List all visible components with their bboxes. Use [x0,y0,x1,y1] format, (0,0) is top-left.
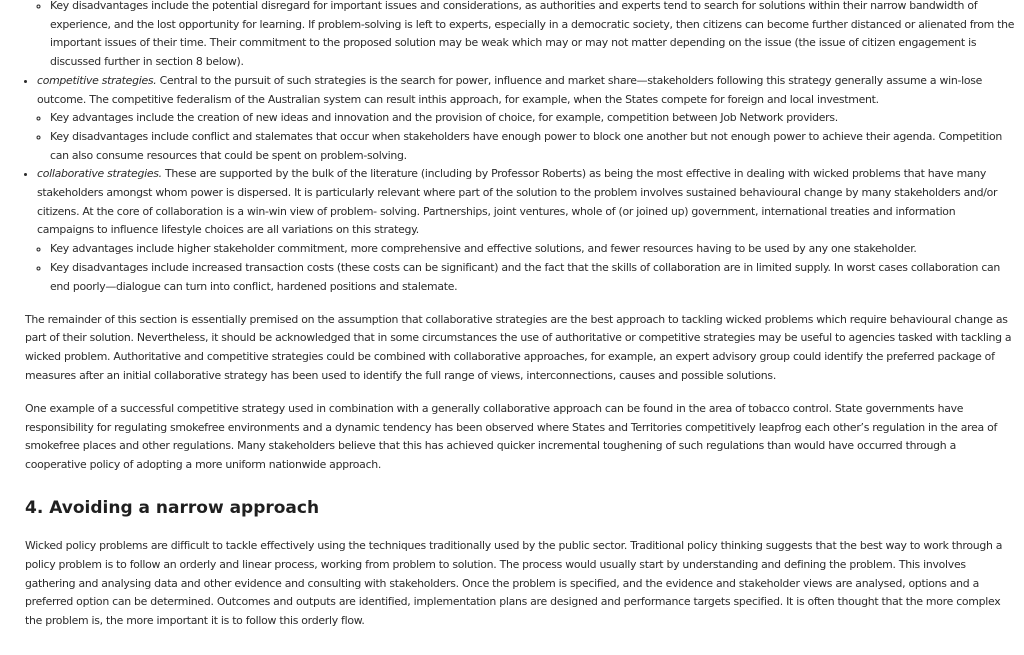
list-item-collaborative [37,165,1015,296]
competitive-strategies-term: competitive strategies. [37,73,157,87]
paragraph: Wicked policy problems are difficult to tackle effectively using the techniques traditionally used by the public sector. Traditional policy thinking suggests that the best way to work through a policy problem is to follow an orderly and linear process, working from problem to solution. The process would usually start by understanding and defining the problem. This involves gathering and analysing data and other evidence and consulting with stakeholders. Once the problem is specified, and the evidence and stakeholder views are analysed, options and a preferred option can be determined. Outcomes and outputs are identified, implementation plans are designed and performance targets specified. It is often thought that the more complex the problem is, the more important it is to follow this orderly flow. [25,539,1003,628]
strategy-list [25,0,1015,296]
collaborative-strategies-text: These are supported by the bulk of the literature (including by Professor Roberts) as being the most effective in dealing with wicked problems that have many stakeholders amongst whom power is dispersed. It is particularly relevant where part of the solution to the problem involves sustained behavioural change by many stakeholders and/or citizens. At the core of collaboration is a win-win view of problem- solving. Partnerships, joint ventures, whole of (or joined up) government, international treaties and information campaigns to influence lifestyle choices are all variations on this strategy. [37,167,998,237]
paragraph: One example of a successful competitive strategy used in combination with a generally collaborative approach can be found in the area of tobacco control. State governments have responsibility for regulating smokefree environments and a dynamic tendency has been observed where States and Territories competitively leapfrog each other’s regulation in the area of smokefree places and other regulations. Many stakeholders believe that this has achieved quicker incremental toughening of such regulations than would have occurred through a cooperative policy of adopting a more uniform nationwide approach. [25,402,998,472]
list-item-collaborative-disadvantages: ◦ Key disadvantages include increased transaction costs (these costs can be significant) and the fact that the skills of collaboration are in limited supply. In worst cases collaboration can end poorly—dialogue can turn into conflict, hardened positions and stalemate. [50,259,1015,296]
list-item-competitive-disadvantages: ◦ Key disadvantages include conflict and stalemates that occur when stakeholders have enough power to block one another but not enough power to achieve their agenda. Competition can also consume resources that could be spent on problem-solving. [50,128,1015,165]
paragraph: The remainder of this section is essentially premised on the assumption that collaborative strategies are the best approach to tackling wicked problems which require behavioural change as part of their solution. Nevertheless, it should be acknowledged that in some circumstances the use of authoritative or competitive strategies may be useful to agencies tasked with tackling a wicked problem. Authoritative and competitive strategies could be combined with collaborative approaches, for example, an expert advisory group could identify the preferred package of measures after an initial collaborative strategy has been used to identify the full range of views, interconnections, causes and possible solutions. [25,312,1012,382]
article-body [25,0,1015,631]
sub-list [37,240,1015,296]
list-item-collaborative-advantages: ◦ Key advantages include higher stakeholder commitment, more comprehensive and effective solutions, and fewer resources having to be used by any one stakeholder. [50,240,1015,259]
list-item-competitive-advantages: ◦ Key advantages include the creation of new ideas and innovation and the provision of choice, for example, competition between Job Network providers. [50,109,1015,128]
section-heading: 4. Avoiding a narrow approach [25,497,320,518]
sub-list [37,109,1015,165]
list-item-authoritative-disadvantages: ◦ Key disadvantages include the potential disregard for important issues and considerations, as authorities and experts tend to search for solutions within their narrow bandwidth of experience, and the lost opportunity for learning. If problem-solving is left to experts, especially in a democratic society, then citizens can become further distanced or alienated from the important issues of their time. Their commitment to the proposed solution may be weak which may or may not matter depending on the issue (the issue of citizen engagement is discussed further in section 8 below). [50,0,1015,72]
sub-list [37,0,1015,72]
competitive-strategies-text: Central to the pursuit of such strategies is the search for power, influence and market share—stakeholders following this strategy generally assume a win-lose outcome. The competitive federalism of the Australian system can result inthis approach, for example, when the States compete for foreign and local investment. [37,73,983,106]
collaborative-strategies-term: collaborative strategies. [37,167,162,181]
list-item [37,0,1015,72]
list-item-competitive [37,72,1015,166]
